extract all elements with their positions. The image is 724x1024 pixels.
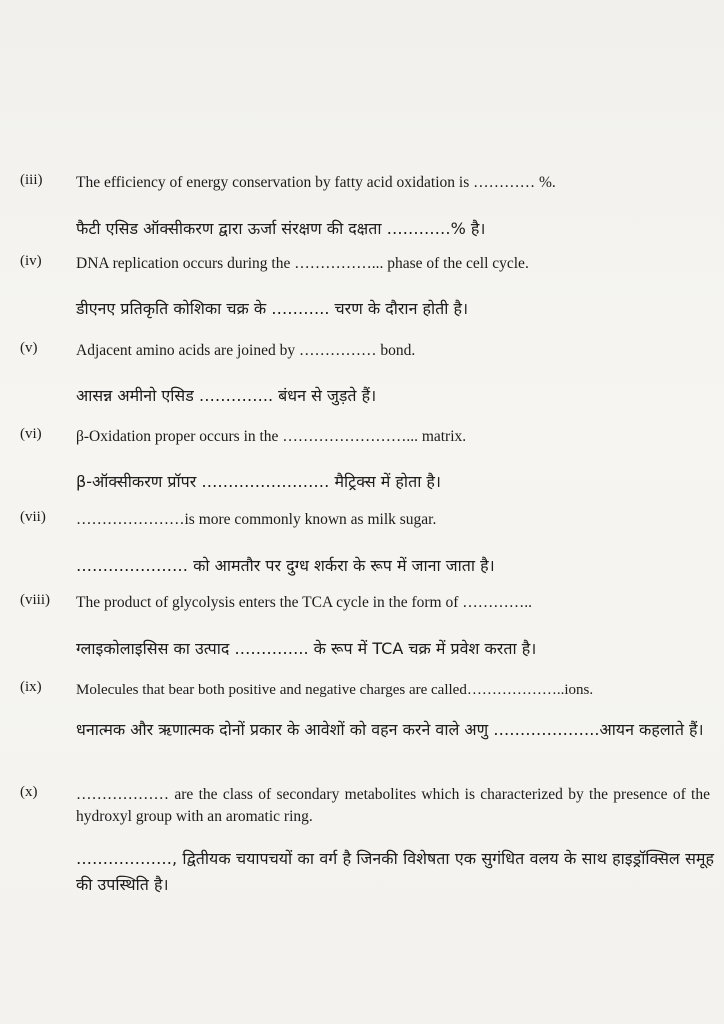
question-hindi: डीएनए प्रतिकृति कोशिका चक्र के ……….. चरण के दौरान होती है। (76, 299, 469, 318)
question-number: (vii) (20, 509, 46, 525)
question-hindi: ग्लाइकोलाइसिस का उत्पाद ………….. के रूप में TCA चक्र में प्रवेश करता है। (76, 639, 537, 658)
question-number: (viii) (20, 592, 50, 608)
question-hindi: ………………… को आमतौर पर दुग्ध शर्करा के रूप में जाना जाता है। (76, 556, 495, 575)
question-number: (v) (20, 340, 38, 356)
question-number: (vi) (20, 426, 42, 442)
question-hindi: β-ऑक्सीकरण प्रॉपर …………………… मैट्रिक्स में होता है। (76, 472, 441, 491)
question-hindi: ………………, द्वितीयक चयापचयों का वर्ग है जिनकी विशेषता एक सुगंधित वलय के साथ हाइड्रॉक्सिल समूह की उपस्थिति है। (76, 849, 714, 894)
question-english: ……………… are the class of secondary metabolites which is characterized by the presence of the hydroxyl group with an aromatic ring. (76, 786, 710, 825)
question-english: The product of glycolysis enters the TCA cycle in the form of ………….. (76, 594, 533, 611)
question-english: DNA replication occurs during the ……………... phase of the cell cycle. (76, 255, 529, 272)
question-english: β-Oxidation proper occurs in the ……………………... matrix. (76, 428, 467, 445)
question-number: (x) (20, 784, 38, 800)
question-english: Molecules that bear both positive and negative charges are called………………..ions. (76, 682, 594, 698)
question-english: Adjacent amino acids are joined by …………… bond. (76, 342, 416, 359)
question-number: (ix) (20, 679, 42, 695)
question-number: (iv) (20, 253, 42, 269)
question-hindi: धनात्मक और ऋणात्मक दोनों प्रकार के आवेशों को वहन करने वाले अणु ………………..आयन कहलाते हैं। (76, 720, 704, 739)
question-english: The efficiency of energy conservation by fatty acid oxidation is ………… %. (76, 174, 556, 191)
question-hindi: आसन्न अमीनो एसिड ………….. बंधन से जुड़ते हैं। (76, 386, 377, 405)
question-english: …………………is more commonly known as milk sugar. (76, 511, 437, 528)
question-number: (iii) (20, 172, 43, 188)
question-hindi: फैटी एसिड ऑक्सीकरण द्वारा ऊर्जा संरक्षण की दक्षता …………% है। (76, 219, 486, 238)
